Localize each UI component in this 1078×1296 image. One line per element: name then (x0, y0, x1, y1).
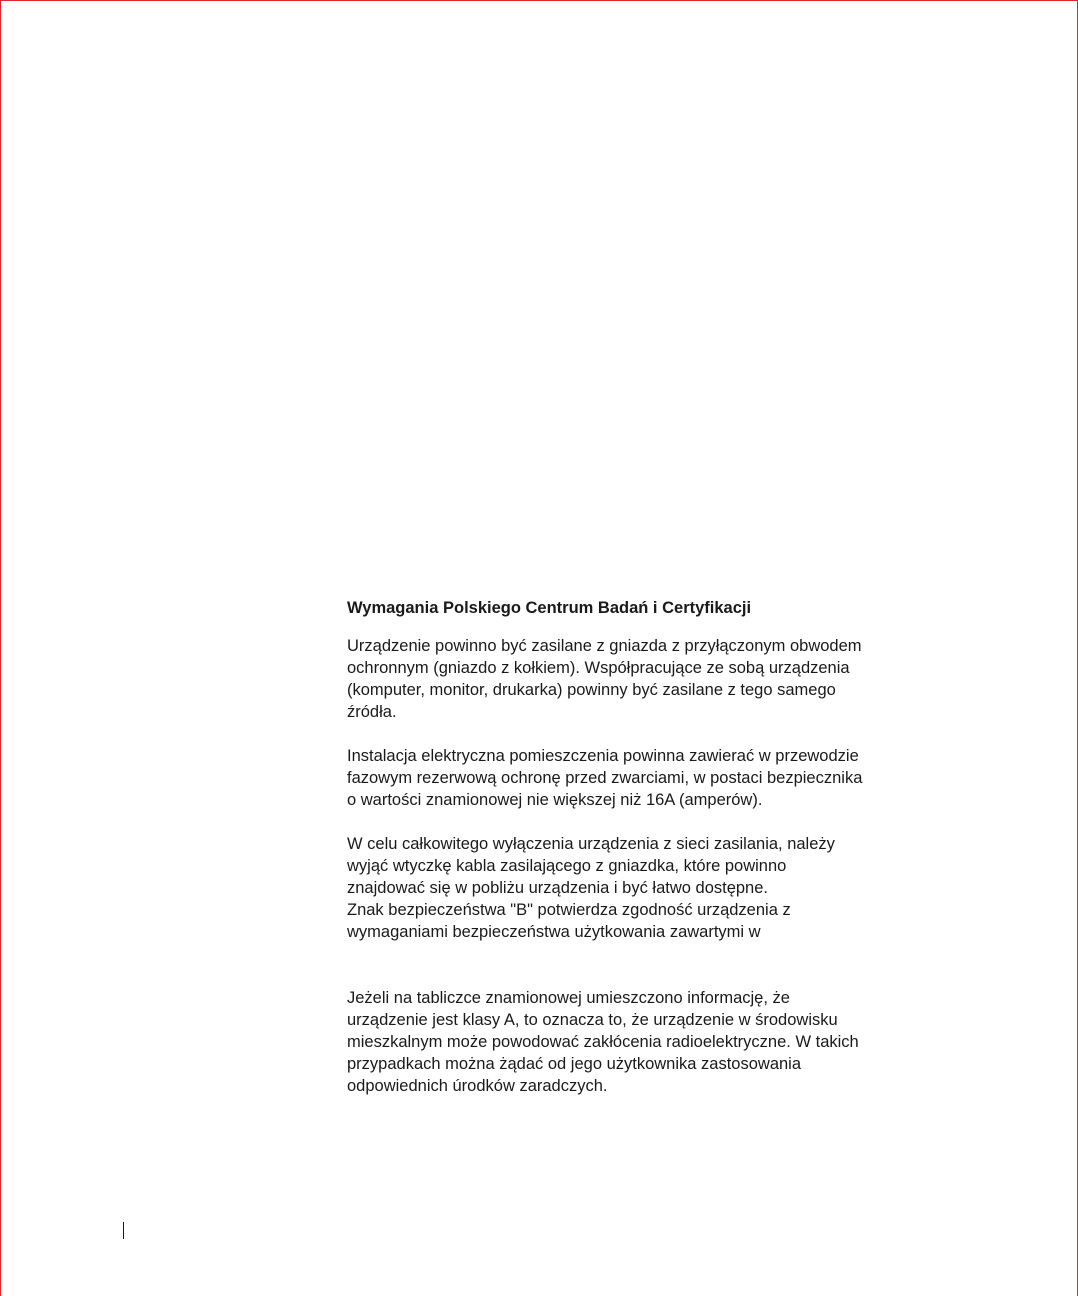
paragraph-line: Urządzenie powinno być zasilane z gniazda z przyłączonym obwodem (347, 637, 862, 655)
paragraph-line: fazowym rezerwową ochronę przed zwarciami, w postaci bezpiecznika (347, 769, 863, 787)
page-border-top (0, 0, 1078, 1)
margin-bar (123, 1222, 124, 1239)
document-body (347, 597, 937, 1097)
paragraph-line: wymaganiami bezpieczeństwa użytkowania zawartymi w (347, 923, 761, 941)
paragraph-class-a (347, 987, 937, 1097)
paragraph-safety-mark (347, 899, 937, 943)
paragraph-line: W celu całkowitego wyłączenia urządzenia z sieci zasilania, należy (347, 835, 835, 853)
paragraph-line: urządzenie jest klasy A, to oznacza to, że urządzenie w środowisku (347, 1011, 838, 1029)
paragraph-line: Jeżeli na tabliczce znamionowej umieszczono informację, że (347, 989, 790, 1007)
paragraph-line: o wartości znamionowej nie większej niż 16A (amperów). (347, 791, 763, 809)
paragraph-line: źródła. (347, 703, 397, 721)
paragraph-line: mieszkalnym może powodować zakłócenia radioelektryczne. W takich (347, 1033, 859, 1051)
paragraph-line: (komputer, monitor, drukarka) powinny być zasilane z tego samego (347, 681, 836, 699)
paragraph-line: Znak bezpieczeństwa "B" potwierdza zgodność urządzenia z (347, 901, 791, 919)
paragraph-line: wyjąć wtyczkę kabla zasilającego z gniazdka, które powinno (347, 857, 787, 875)
paragraph-disconnection (347, 833, 937, 899)
page-border-left (0, 0, 1, 1296)
paragraph-line: przypadkach można żądać od jego użytkownika zastosowania (347, 1055, 802, 1073)
paragraph-electrical-installation (347, 745, 937, 811)
section-heading: Wymagania Polskiego Centrum Badań i Certyfikacji (347, 599, 752, 617)
paragraph-line: znajdować się w pobliżu urządzenia i być łatwo dostępne. (347, 879, 768, 897)
paragraph-line: ochronnym (gniazdo z kołkiem). Współpracujące ze sobą urządzenia (347, 659, 850, 677)
paragraph-power-supply (347, 635, 937, 723)
paragraph-line: Instalacja elektryczna pomieszczenia powinna zawierać w przewodzie (347, 747, 859, 765)
paragraph-line: odpowiednich úrodków zaradczych. (347, 1077, 608, 1095)
